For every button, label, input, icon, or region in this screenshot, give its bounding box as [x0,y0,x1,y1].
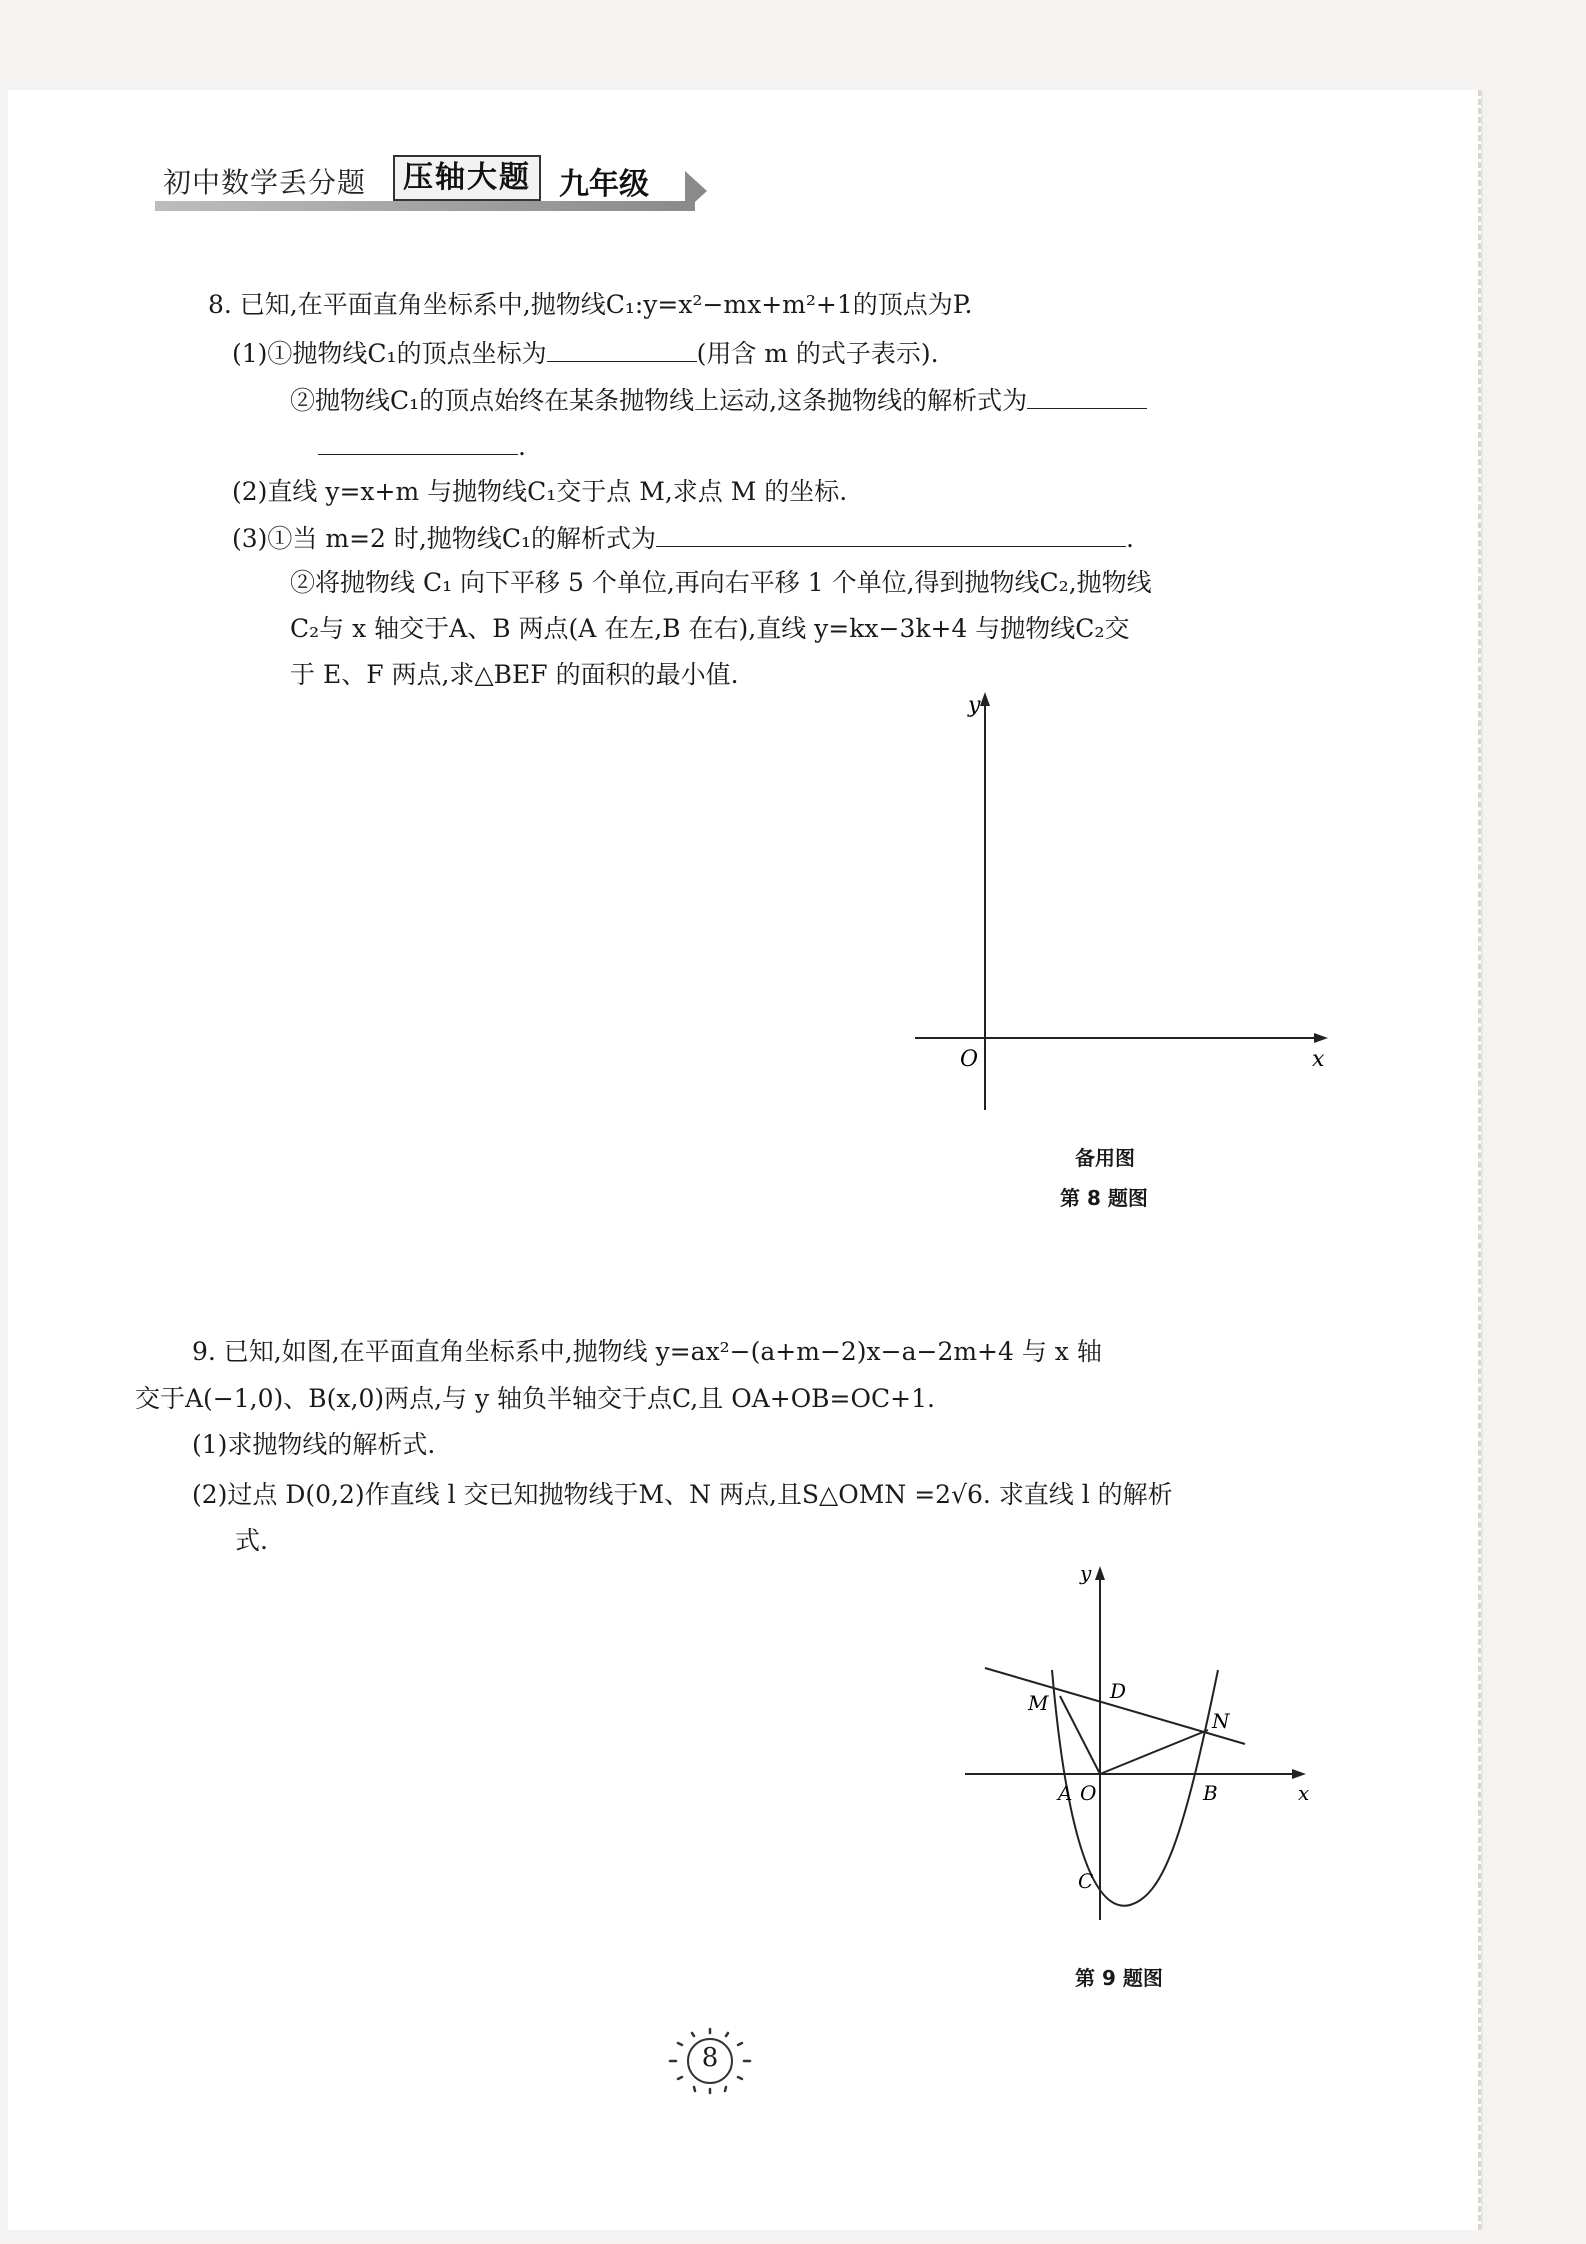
x-axis-arrow-icon [1314,1033,1328,1043]
label-x: x [1298,1781,1310,1805]
page-header [155,155,710,215]
q8-part3-2b: C₂与 x 轴交于A、B 两点(A 在左,B 在右),直线 y=kx−3k+4 与抛物线C₂交 [290,614,1130,643]
section-title: 压轴大题 [393,155,541,201]
header-arrow-icon [685,171,707,211]
page-number: 8 [701,2043,719,2073]
label-a: A [1058,1781,1073,1805]
q9-part2b: 式. [235,1526,268,1555]
q8-figure [900,690,1340,1110]
q9-fig-caption: 第 9 题图 [1075,1966,1163,1990]
x-label: x [1312,1047,1325,1072]
q8-part1-1-text: (1)①抛物线C₁的顶点坐标为 [232,339,547,368]
answer-blank[interactable] [1027,382,1147,409]
q8-stem: 8. 已知,在平面直角坐标系中,抛物线C₁:y=x²−mx+m²+1的顶点为P. [208,290,973,319]
q8-part2: (2)直线 y=x+m 与抛物线C₁交于点 M,求点 M 的坐标. [232,477,848,506]
y-axis-arrow-icon [980,692,990,706]
q8-part1-2-cont [318,428,526,464]
label-y: y [1080,1561,1092,1585]
answer-blank[interactable] [656,520,1126,547]
answer-blank[interactable] [547,335,697,362]
q9-part1: (1)求抛物线的解析式. [192,1430,436,1459]
x-axis-arrow-icon [1292,1769,1306,1779]
q8-part3-2c: 于 E、F 两点,求△BEF 的面积的最小值. [290,660,739,689]
q8-part1-2-text: ②抛物线C₁的顶点始终在某条抛物线上运动,这条抛物线的解析式为 [290,386,1028,415]
segment-om [1060,1696,1100,1774]
page-number-badge [650,2025,770,2095]
q9-figure [960,1560,1320,1920]
label-o: O [1080,1781,1097,1805]
label-c: C [1078,1869,1094,1893]
origin-label: O [960,1047,979,1072]
q9-part2a: (2)过点 D(0,2)作直线 l 交已知抛物线于M、N 两点,且S△OMN =2√6. 求直线 l 的解析 [192,1480,1173,1509]
q8-part1-2 [290,382,1147,418]
grade-label: 九年级 [559,167,649,202]
q8-part3-1 [232,520,1134,556]
label-b: B [1203,1781,1218,1805]
q8-fig-caption-2: 第 8 题图 [1060,1186,1148,1210]
q8-part1-1-tail: (用含 m 的式子表示). [696,339,939,368]
segment-on [1100,1730,1208,1774]
label-d: D [1110,1679,1127,1703]
q9-stem-b: 交于A(−1,0)、B(x,0)两点,与 y 轴负半轴交于点C,且 OA+OB=OC+1. [135,1384,935,1413]
answer-blank[interactable] [318,428,518,455]
y-label: y [968,693,981,718]
parabola [1052,1670,1218,1906]
period: . [518,432,526,461]
q8-part3-1-text: (3)①当 m=2 时,抛物线C₁的解析式为 [232,524,656,553]
period: . [1125,524,1134,553]
q8-part1-1 [232,335,939,371]
book-title: 初中数学丢分题 [163,166,367,199]
q8-part3-2a: ②将抛物线 C₁ 向下平移 5 个单位,再向右平移 1 个单位,得到抛物线C₂,抛物线 [290,568,1152,597]
label-n: N [1212,1709,1230,1733]
y-axis-arrow-icon [1095,1566,1105,1580]
label-m: M [1028,1691,1049,1715]
q8-fig-caption-1: 备用图 [1075,1146,1135,1170]
q9-stem-a: 9. 已知,如图,在平面直角坐标系中,抛物线 y=ax²−(a+m−2)x−a−2m+4 与 x 轴 [192,1337,1102,1366]
